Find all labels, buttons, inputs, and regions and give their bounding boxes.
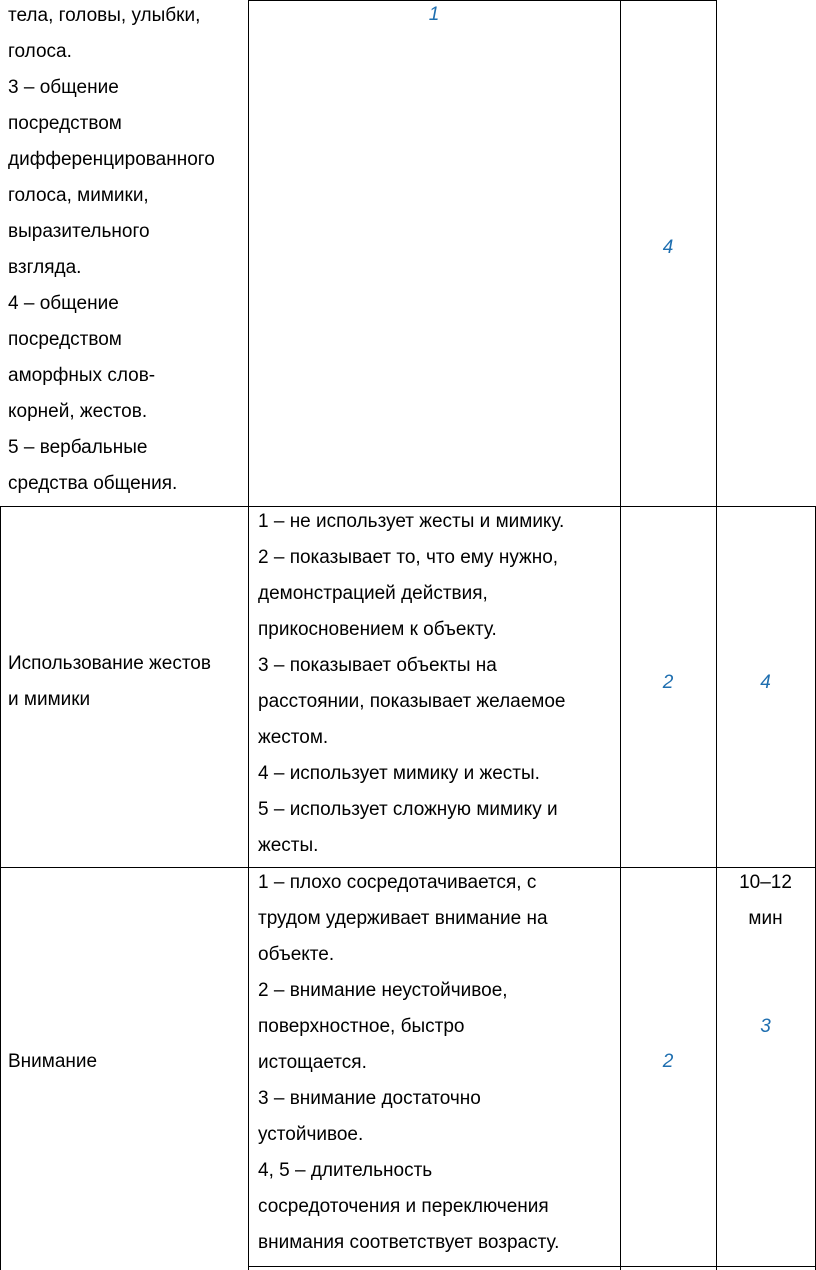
row3-line: устойчивое. [258,1124,364,1145]
row3-line: сосредоточения и переключения [258,1196,549,1217]
row1-line: посредством [8,113,122,134]
row2-line: 3 – показывает объекты на [258,655,497,676]
row2-score-col4: 4 [760,672,771,693]
row3-time-unit: мин [748,908,783,929]
row1-line: взгляда. [8,257,82,278]
criterion-line: Использование жестов [8,653,211,674]
table-border-top [248,0,716,1]
table-border-bottom [248,1266,816,1267]
row1-line: средства общения. [8,473,178,494]
table-border-row1-col4 [716,0,717,507]
row1-line: 3 – общение [8,77,119,98]
row3-score-col4: 3 [760,1016,771,1037]
row3-line: поверхностное, быстро [258,1016,465,1037]
row3-line: 3 – внимание достаточно [258,1088,481,1109]
row2-line: 5 – использует сложную мимику и [258,799,558,820]
table-border-row3-col2 [248,867,249,1270]
row3-criterion [8,1044,246,1080]
row3-line: объекте. [258,944,335,965]
row2-line: расстоянии, показывает желаемое [258,691,566,712]
row2-line: демонстрацией действия, [258,583,488,604]
row3-score-col3: 2 [662,1051,674,1072]
row1-score: 4 [662,237,674,258]
row2-criterion [8,646,246,718]
table-border-row2-col2 [248,506,249,868]
row3-line: внимания соответствует возрасту. [258,1232,560,1253]
row2-line: 2 – показывает то, что ему нужно, [258,547,559,568]
row2-description [258,504,618,864]
row2-score-col3: 2 [662,672,674,693]
row1-score-mark: 1 [428,4,440,25]
row3-line: 2 – внимание неустойчивое, [258,980,508,1001]
row2-line: 4 – использует мимику и жесты. [258,763,540,784]
row3-line: 1 – плохо сосредотачивается, с [258,872,537,893]
row1-line: дифференцированного [8,149,215,170]
row1-line: посредством [8,329,122,350]
row3-line: истощается. [258,1052,367,1073]
row1-line: выразительного [8,221,150,242]
row1-description [8,0,246,502]
row1-line: тела, головы, улыбки, [8,5,201,26]
row1-line: 5 – вербальные [8,437,148,458]
row3-line: 4, 5 – длительность [258,1160,433,1181]
table-border-left [0,506,1,1270]
row1-line: 4 – общение [8,293,119,314]
row1-line: голоса. [8,41,72,62]
row2-line: жесты. [258,835,319,856]
row1-line: корней, жестов. [8,401,148,422]
row2-line: 1 – не использует жесты и мимику. [258,511,565,532]
table-border-left-row1 [248,0,249,507]
row1-line: аморфных слов- [8,365,156,386]
row3-line: трудом удерживает внимание на [258,908,548,929]
row2-line: жестом. [258,727,329,748]
row1-line: голоса, мимики, [8,185,149,206]
criterion-line: и мимики [8,689,91,710]
criterion-line: Внимание [8,1051,98,1072]
row3-description [258,865,618,1261]
row3-time-value: 10–12 [739,872,792,893]
row2-line: прикосновением к объекту. [258,619,497,640]
